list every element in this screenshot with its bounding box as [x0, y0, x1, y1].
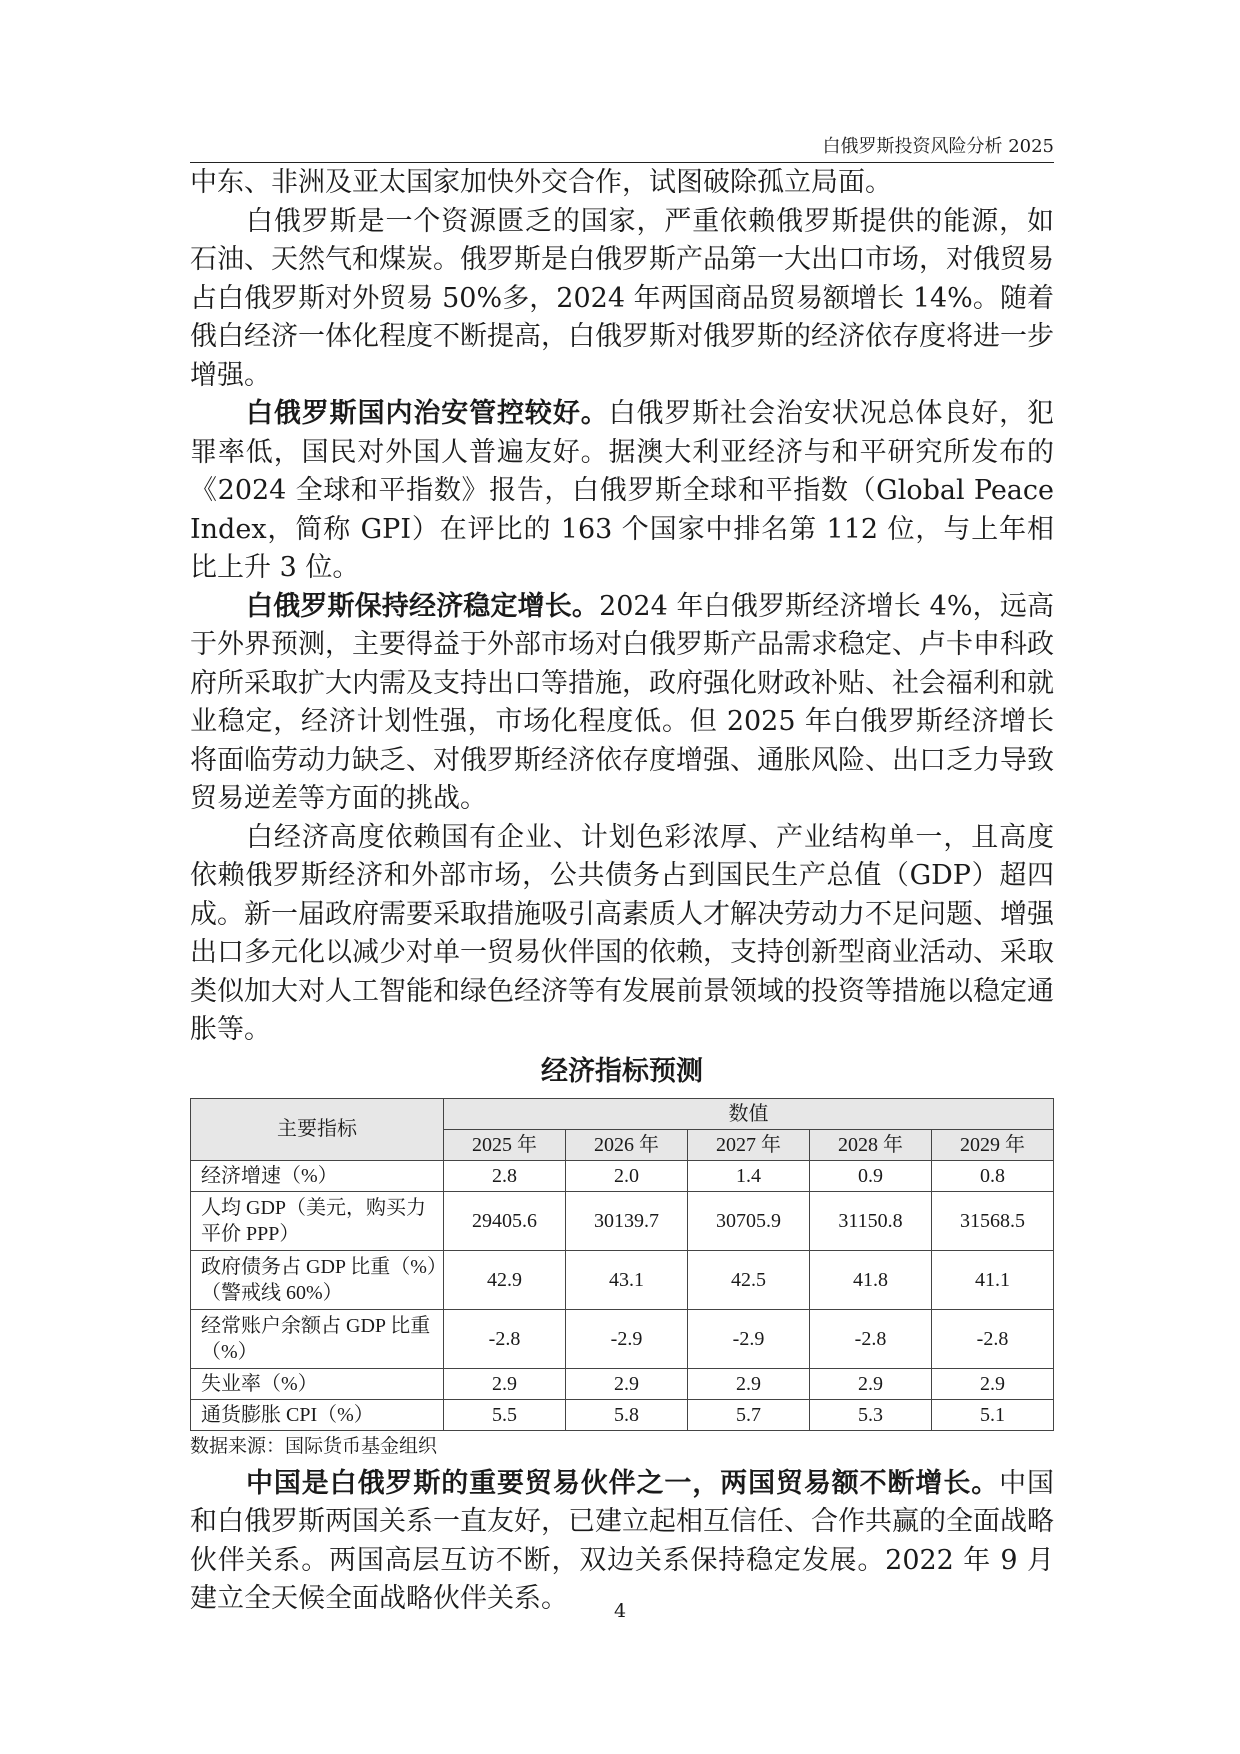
header-year: 2029 年	[932, 1129, 1054, 1160]
table-cell: 5.1	[932, 1399, 1054, 1430]
table-cell: 2.9	[444, 1368, 566, 1399]
table-cell: 0.9	[810, 1160, 932, 1191]
table-cell: 2.9	[566, 1368, 688, 1399]
table-cell: 2.9	[810, 1368, 932, 1399]
running-title: 白俄罗斯投资风险分析 2025	[822, 136, 1054, 157]
header-year: 2026 年	[566, 1129, 688, 1160]
table-cell: 2.8	[444, 1160, 566, 1191]
table-cell: 5.8	[566, 1399, 688, 1430]
row-label: 人均 GDP（美元，购买力平价 PPP）	[191, 1191, 444, 1250]
header-indicator: 主要指标	[191, 1098, 444, 1160]
table-cell: -2.8	[932, 1309, 1054, 1368]
row-label: 通货膨胀 CPI（%）	[191, 1399, 444, 1430]
table-cell: 31568.5	[932, 1191, 1054, 1250]
table-cell: -2.8	[444, 1309, 566, 1368]
paragraph-continuation: 中东、非洲及亚太国家加快外交合作，试图破除孤立局面。	[190, 167, 892, 198]
header-values: 数值	[444, 1098, 1054, 1129]
table-cell: 41.8	[810, 1250, 932, 1309]
paragraph-text: 2024 年白俄罗斯经济增长 4%，远高于外界预测，主要得益于外部市场对白俄罗斯产品需求稳定、卢卡申科政府所采取扩大内需及支持出口等措施，政府强化财政补贴、社会福利和就业稳定，经济计划性强，市场化程度低。但 2025 年白俄罗斯经济增长将面临劳动力缺乏、对俄罗斯经济依存度增强、通胀风险、出口乏力导致贸易逆差等方面的挑战。	[190, 590, 1054, 814]
table-row	[191, 1309, 1054, 1368]
data-source-note: 数据来源：国际货币基金组织	[190, 1434, 438, 1457]
table-cell: 2.0	[566, 1160, 688, 1191]
row-label: 政府债务占 GDP 比重（%）（警戒线 60%）	[191, 1250, 444, 1309]
header-year: 2028 年	[810, 1129, 932, 1160]
table-row	[191, 1250, 1054, 1309]
table-cell: 0.8	[932, 1160, 1054, 1191]
paragraph-economy: 白经济高度依赖国有企业、计划色彩浓厚、产业结构单一，且高度依赖俄罗斯经济和外部市场，公共债务占到国民生产总值（GDP）超四成。新一届政府需要采取措施吸引高素质人才解决劳动力不足问题、增强出口多元化以减少对单一贸易伙伴国的依赖，支持创新型商业活动、采取类似加大对人工智能和绿色经济等有发展前景领域的投资等措施以稳定通胀等。	[190, 821, 1054, 1045]
table-cell: 1.4	[688, 1160, 810, 1191]
table-cell: 42.9	[444, 1250, 566, 1309]
paragraph-resources: 白俄罗斯是一个资源匮乏的国家，严重依赖俄罗斯提供的能源，如石油、天然气和煤炭。俄罗斯是白俄罗斯产品第一大出口市场，对俄贸易占白俄罗斯对外贸易 50%多，2024 年两国商品贸易额增长 14%。随着俄白经济一体化程度不断提高，白俄罗斯对俄罗斯的经济依存度将进一步增强。	[190, 205, 1054, 391]
table-row	[191, 1368, 1054, 1399]
paragraph-trade	[190, 1465, 1054, 1619]
lead-sentence: 白俄罗斯保持经济稳定增长。	[246, 590, 600, 622]
table-cell: 30705.9	[688, 1191, 810, 1250]
table-row	[191, 1191, 1054, 1250]
paragraph-text: 白俄罗斯社会治安状况总体良好，犯罪率低，国民对外国人普遍友好。据澳大利亚经济与和平研究所发布的《2024 全球和平指数》报告，白俄罗斯全球和平指数（Global Peace Index，简称 GPI）在评比的 163 个国家中排名第 112 位，与上年相比上升 3 位。	[190, 398, 1055, 583]
row-label: 经常账户余额占 GDP 比重（%）	[191, 1309, 444, 1368]
table-cell: 31150.8	[810, 1191, 932, 1250]
table-row	[191, 1399, 1054, 1430]
table-row	[191, 1160, 1054, 1191]
forecast-table	[190, 1098, 1054, 1431]
lead-sentence: 中国是白俄罗斯的重要贸易伙伴之一，两国贸易额不断增长。	[246, 1467, 1000, 1499]
table-cell: 5.3	[810, 1399, 932, 1430]
paragraph-security	[190, 395, 1054, 588]
table-cell: 30139.7	[566, 1191, 688, 1250]
header-year: 2025 年	[444, 1129, 566, 1160]
page-number: 4	[613, 1600, 627, 1622]
row-label: 经济增速（%）	[191, 1160, 444, 1191]
lead-sentence: 白俄罗斯国内治安管控较好。	[246, 398, 609, 429]
table-cell: -2.8	[810, 1309, 932, 1368]
table-cell: 41.1	[932, 1250, 1054, 1309]
table-cell: 2.9	[688, 1368, 810, 1399]
table-cell: -2.9	[688, 1309, 810, 1368]
page-header	[190, 130, 1054, 163]
row-label: 失业率（%）	[191, 1368, 444, 1399]
table-cell: 29405.6	[444, 1191, 566, 1250]
table-cell: 42.5	[688, 1250, 810, 1309]
table-cell: 43.1	[566, 1250, 688, 1309]
table-title: 经济指标预测	[541, 1055, 703, 1087]
table-cell: 2.9	[932, 1368, 1054, 1399]
paragraph-text: 中国和白俄罗斯两国关系一直友好，已建立起相互信任、合作共赢的全面战略伙伴关系。两国高层互访不断，双边关系保持稳定发展。2022 年 9 月建立全天候全面战略伙伴关系。	[190, 1467, 1055, 1614]
header-year: 2027 年	[688, 1129, 810, 1160]
table-cell: 5.5	[444, 1399, 566, 1430]
page-body	[190, 164, 1054, 1619]
paragraph-growth	[190, 588, 1054, 819]
table-cell: 5.7	[688, 1399, 810, 1430]
table-cell: -2.9	[566, 1309, 688, 1368]
